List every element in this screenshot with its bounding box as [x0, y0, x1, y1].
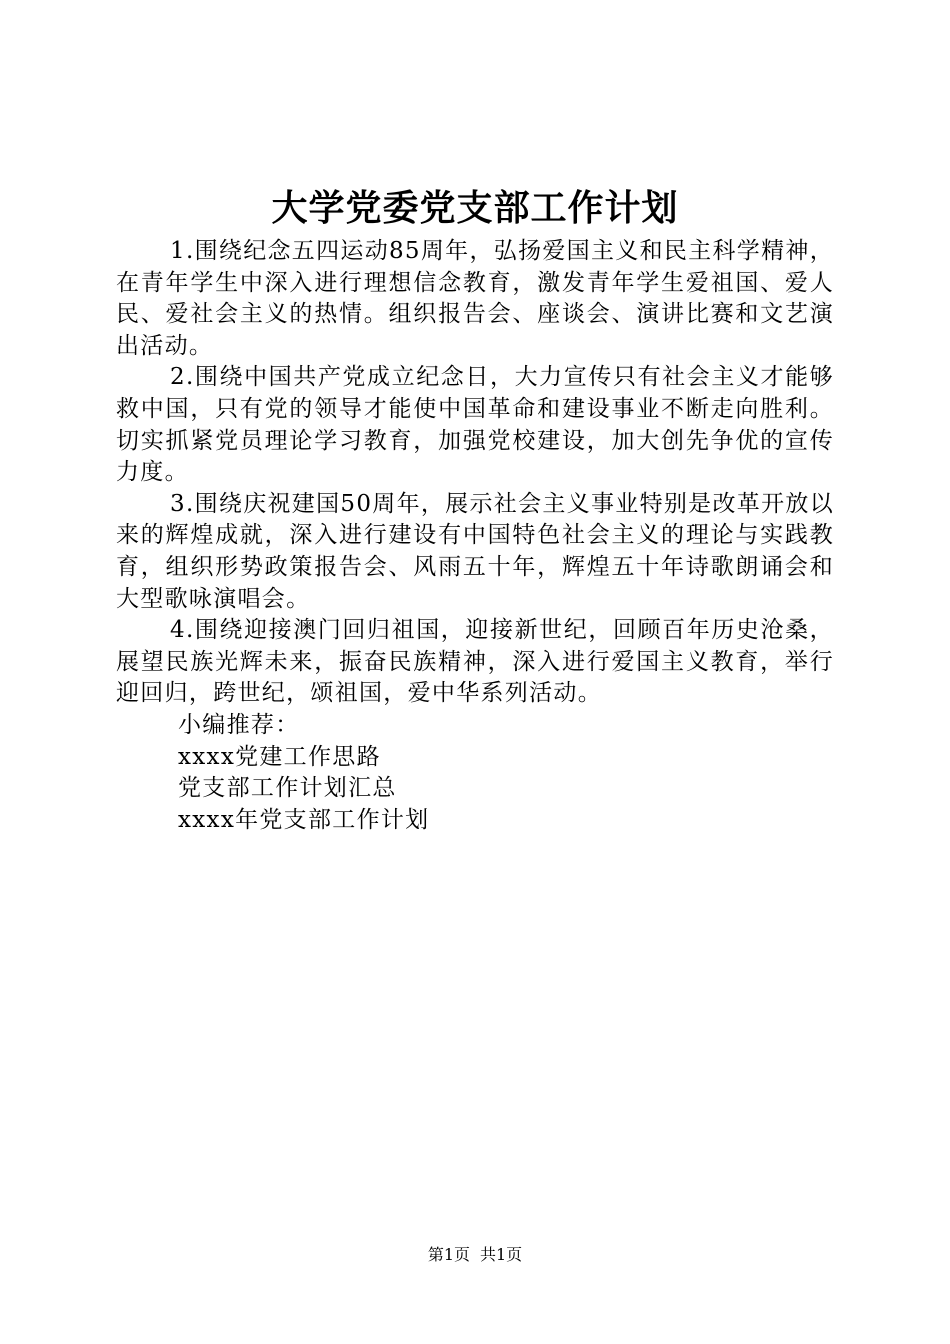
- document-title: 大学党委党支部工作计划: [271, 187, 679, 229]
- recommend-link-1[interactable]: xxxx党建工作思路: [178, 743, 381, 770]
- page-footer: [0, 1244, 950, 1266]
- paragraph-1: 1.围绕纪念五四运动85周年，弘扬爱国主义和民主科学精神，在青年学生中深入进行理想信念教育，激发青年学生爱祖国、爱人民、爱社会主义的热情。组织报告会、座谈会、演讲比赛和文艺演出活动。: [116, 238, 834, 359]
- recommend-label: 小编推荐：: [178, 711, 300, 738]
- recommend-link-2[interactable]: 党支部工作计划汇总: [178, 775, 397, 802]
- page-number-current: 第1页: [427, 1245, 470, 1264]
- paragraph-2: 2.围绕中国共产党成立纪念日，大力宣传只有社会主义才能够救中国，只有党的领导才能使中国革命和建设事业不断走向胜利。切实抓紧党员理论学习教育，加强党校建设，加大创先争优的宣传力度。: [116, 364, 834, 486]
- page-number-total: 共1页: [480, 1245, 523, 1264]
- paragraph-4: 4.围绕迎接澳门回归祖国，迎接新世纪，回顾百年历史沧桑，展望民族光辉未来，振奋民族精神，深入进行爱国主义教育，举行迎回归，跨世纪，颂祖国，爱中华系列活动。: [116, 617, 834, 707]
- recommend-link-3[interactable]: xxxx年党支部工作计划: [178, 806, 430, 833]
- paragraph-3: 3.围绕庆祝建国50周年，展示社会主义事业特别是改革开放以来的辉煌成就，深入进行建设有中国特色社会主义的理论与实践教育，组织形势政策报告会、风雨五十年，辉煌五十年诗歌朗诵会和大型歌咏演唱会。: [116, 490, 834, 612]
- document-body: [116, 236, 834, 836]
